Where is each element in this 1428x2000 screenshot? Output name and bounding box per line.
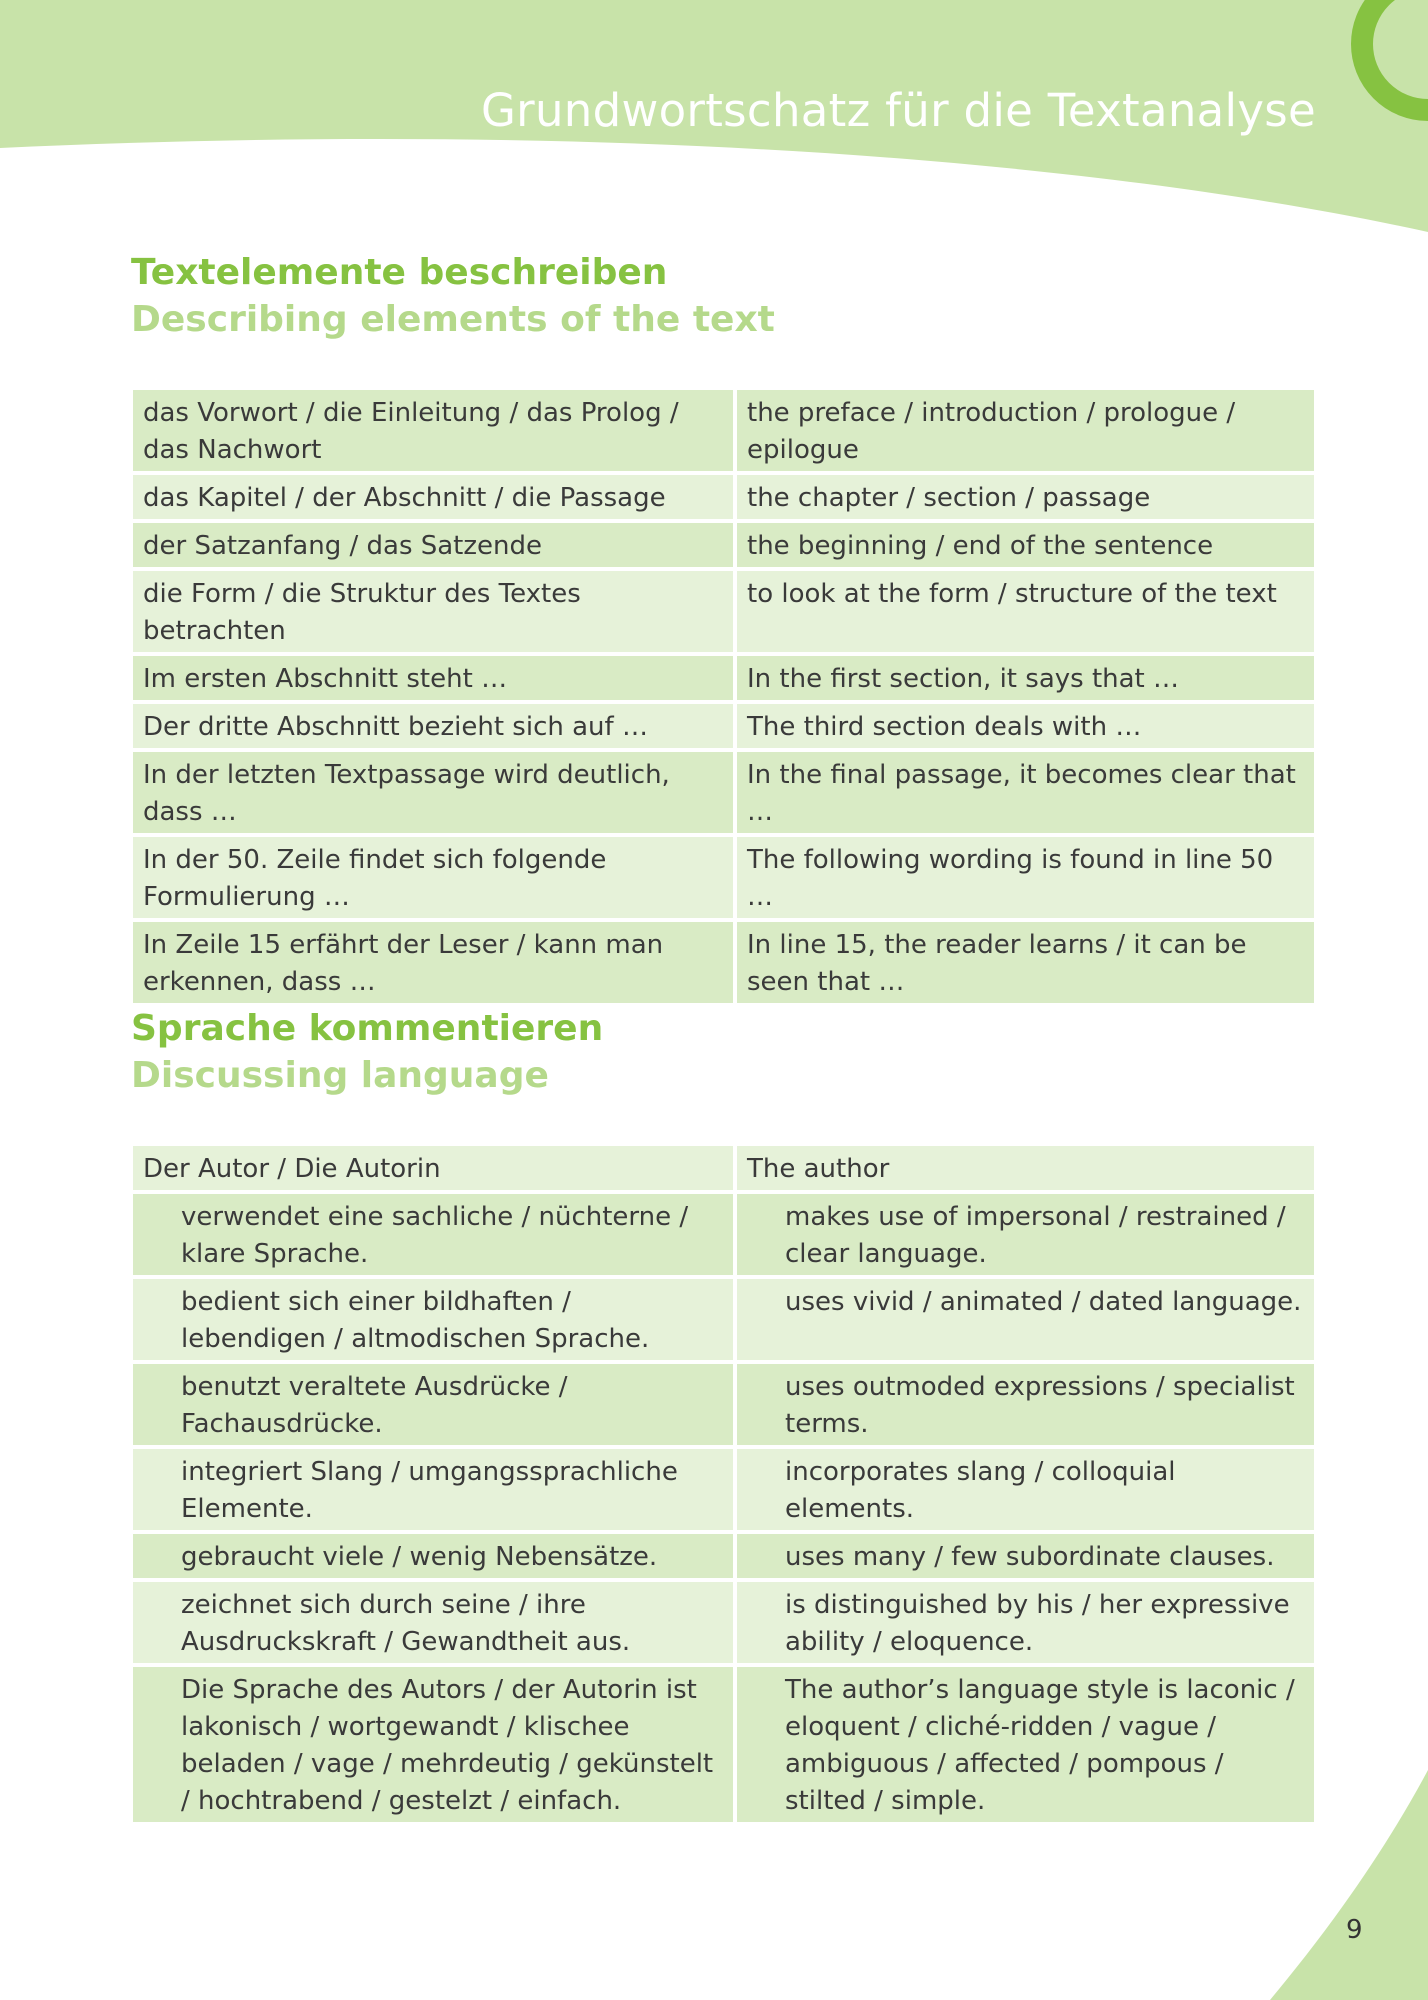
german-term: Der dritte Abschnitt bezieht sich auf … bbox=[133, 704, 733, 748]
german-term: das Vorwort / die Einleitung / das Prolog / das Nachwort bbox=[133, 390, 733, 471]
table-row bbox=[133, 1279, 1314, 1360]
english-term: In the final passage, it becomes clear that … bbox=[737, 752, 1314, 833]
german-term: Die Sprache des Autors / der Autorin ist lakonisch / wortgewandt / klischee beladen / vage / mehrdeutig / gekünstelt / hochtrabend / gestelzt / einfach. bbox=[133, 1667, 733, 1822]
german-term: integriert Slang / umgangssprachliche Elemente. bbox=[133, 1449, 733, 1530]
table-row bbox=[133, 922, 1314, 1003]
german-term: der Satzanfang / das Satzende bbox=[133, 523, 733, 567]
german-term: In Zeile 15 erfährt der Leser / kann man erkennen, dass … bbox=[133, 922, 733, 1003]
english-term: to look at the form / structure of the text bbox=[737, 571, 1314, 652]
german-term: zeichnet sich durch seine / ihre Ausdruckskraft / Gewandtheit aus. bbox=[133, 1582, 733, 1663]
english-term: is distinguished by his / her expressive ability / eloquence. bbox=[737, 1582, 1314, 1663]
section-title-english: Describing elements of the text bbox=[131, 299, 775, 340]
table-row bbox=[133, 1194, 1314, 1275]
german-term: das Kapitel / der Abschnitt / die Passage bbox=[133, 475, 733, 519]
page-number: 9 bbox=[1346, 1915, 1363, 1945]
english-term: In line 15, the reader learns / it can be seen that … bbox=[737, 922, 1314, 1003]
german-term: Der Autor / Die Autorin bbox=[133, 1146, 733, 1190]
page-header-title: Grundwortschatz für die Textanalyse bbox=[481, 84, 1316, 137]
vocabulary-table-text-elements bbox=[129, 386, 1318, 1007]
german-term: In der letzten Textpassage wird deutlich, dass … bbox=[133, 752, 733, 833]
german-term: bedient sich einer bildhaften / lebendigen / altmodischen Sprache. bbox=[133, 1279, 733, 1360]
english-term: uses vivid / animated / dated language. bbox=[737, 1279, 1314, 1360]
german-term: die Form / die Struktur des Textes betrachten bbox=[133, 571, 733, 652]
german-term: Im ersten Abschnitt steht … bbox=[133, 656, 733, 700]
english-term: In the first section, it says that … bbox=[737, 656, 1314, 700]
table-row bbox=[133, 1667, 1314, 1822]
english-term: incorporates slang / colloquial elements. bbox=[737, 1449, 1314, 1530]
table-row bbox=[133, 1534, 1314, 1578]
english-term: The author bbox=[737, 1146, 1314, 1190]
table-row bbox=[133, 1449, 1314, 1530]
german-term: In der 50. Zeile findet sich folgende Formulierung … bbox=[133, 837, 733, 918]
section-title-german: Textelemente beschreiben bbox=[131, 252, 668, 293]
english-term: The author’s language style is laconic / eloquent / cliché-ridden / vague / ambiguous / affected / pompous / stilted / simple. bbox=[737, 1667, 1314, 1822]
english-term: uses many / few subordinate clauses. bbox=[737, 1534, 1314, 1578]
english-term: the chapter / section / passage bbox=[737, 475, 1314, 519]
english-term: The third section deals with … bbox=[737, 704, 1314, 748]
english-term: the beginning / end of the sentence bbox=[737, 523, 1314, 567]
german-term: gebraucht viele / wenig Nebensätze. bbox=[133, 1534, 733, 1578]
section-heading-text-elements bbox=[131, 250, 1281, 344]
table-row bbox=[133, 390, 1314, 471]
table-row bbox=[133, 1582, 1314, 1663]
table-row bbox=[133, 475, 1314, 519]
table-row bbox=[133, 1364, 1314, 1445]
english-term: the preface / introduction / prologue / epilogue bbox=[737, 390, 1314, 471]
english-term: makes use of impersonal / restrained / clear language. bbox=[737, 1194, 1314, 1275]
table-row bbox=[133, 752, 1314, 833]
german-term: benutzt veraltete Ausdrücke / Fachausdrücke. bbox=[133, 1364, 733, 1445]
table-row bbox=[133, 523, 1314, 567]
vocabulary-table-language bbox=[129, 1142, 1318, 1826]
section-title-english: Discussing language bbox=[131, 1055, 549, 1096]
table-row bbox=[133, 571, 1314, 652]
german-term: verwendet eine sachliche / nüchterne / klare Sprache. bbox=[133, 1194, 733, 1275]
table-row bbox=[133, 837, 1314, 918]
table-row bbox=[133, 704, 1314, 748]
section-heading-language bbox=[131, 1006, 1281, 1100]
table-row bbox=[133, 656, 1314, 700]
table-row bbox=[133, 1146, 1314, 1190]
english-term: The following wording is found in line 50 … bbox=[737, 837, 1314, 918]
section-title-german: Sprache kommentieren bbox=[131, 1008, 604, 1049]
english-term: uses outmoded expressions / specialist terms. bbox=[737, 1364, 1314, 1445]
